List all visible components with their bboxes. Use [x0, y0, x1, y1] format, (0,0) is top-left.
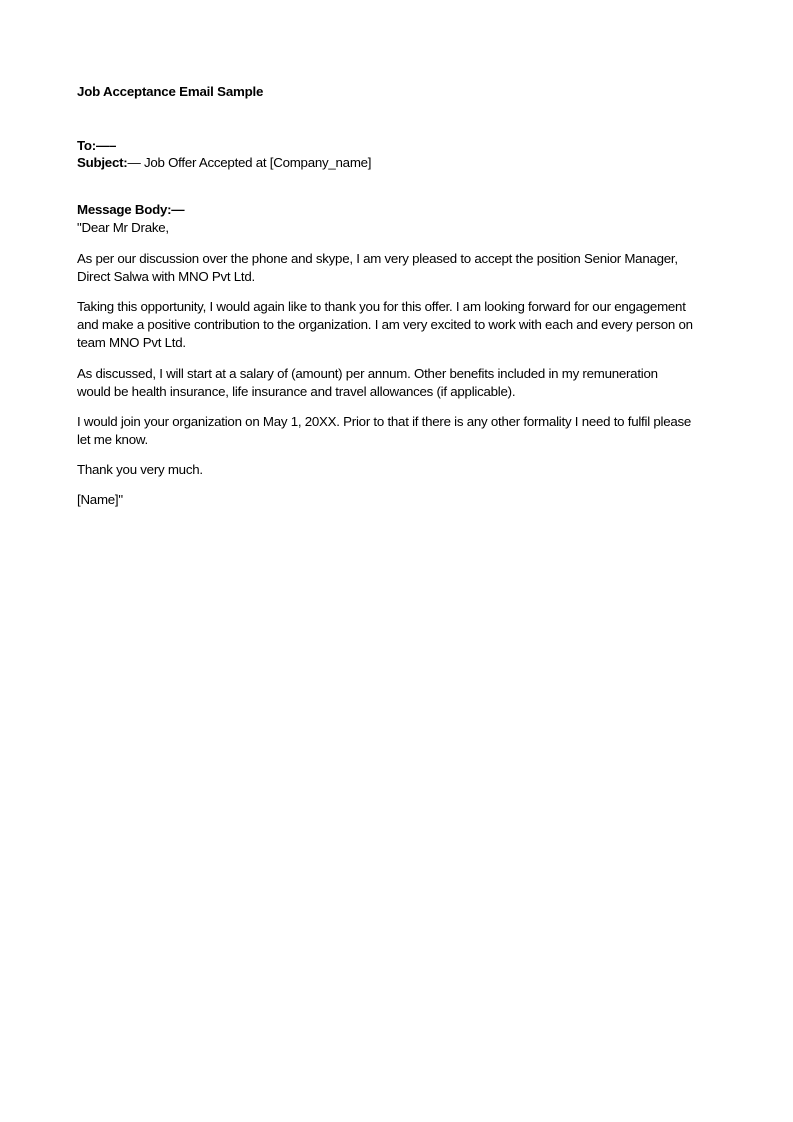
document-title: Job Acceptance Email Sample [77, 84, 264, 99]
paragraph-line: As per our discussion over the phone and skype, I am very pleased to accept the position Senior Manager, [77, 251, 678, 266]
paragraph-line: Taking this opportunity, I would again like to thank you for this offer. I am looking forward for our engagement [77, 299, 686, 314]
paragraph-line: As discussed, I will start at a salary of (amount) per annum. Other benefits included in my remuneration [77, 366, 658, 381]
paragraph-line: I would join your organization on May 1, 20XX. Prior to that if there is any other formality I need to fulfil please [77, 414, 692, 429]
message-body-value: — [171, 202, 185, 217]
subject-line [77, 154, 371, 172]
paragraph-line: team MNO Pvt Ltd. [77, 335, 186, 350]
paragraph-line: and make a positive contribution to the organization. I am very excited to work with each and every person on [77, 317, 693, 332]
paragraph-line: let me know. [77, 432, 148, 447]
to-line [77, 137, 116, 155]
paragraph-line: would be health insurance, life insurance and travel allowances (if applicable). [77, 384, 516, 399]
message-body-line [77, 201, 184, 219]
to-label: To: [77, 138, 96, 153]
paragraph-4 [77, 413, 727, 449]
paragraph-line: Direct Salwa with MNO Pvt Ltd. [77, 269, 255, 284]
paragraph-1 [77, 250, 727, 286]
to-value: —– [95, 138, 117, 153]
closing: Thank you very much. [77, 462, 203, 477]
paragraph-3 [77, 365, 727, 401]
greeting: "Dear Mr Drake, [77, 220, 169, 235]
subject-label: Subject: [77, 155, 128, 170]
signature: [Name]" [77, 492, 123, 507]
subject-value: — Job Offer Accepted at [Company_name] [127, 155, 372, 170]
paragraph-2 [77, 298, 727, 352]
message-body-label: Message Body: [77, 202, 172, 217]
